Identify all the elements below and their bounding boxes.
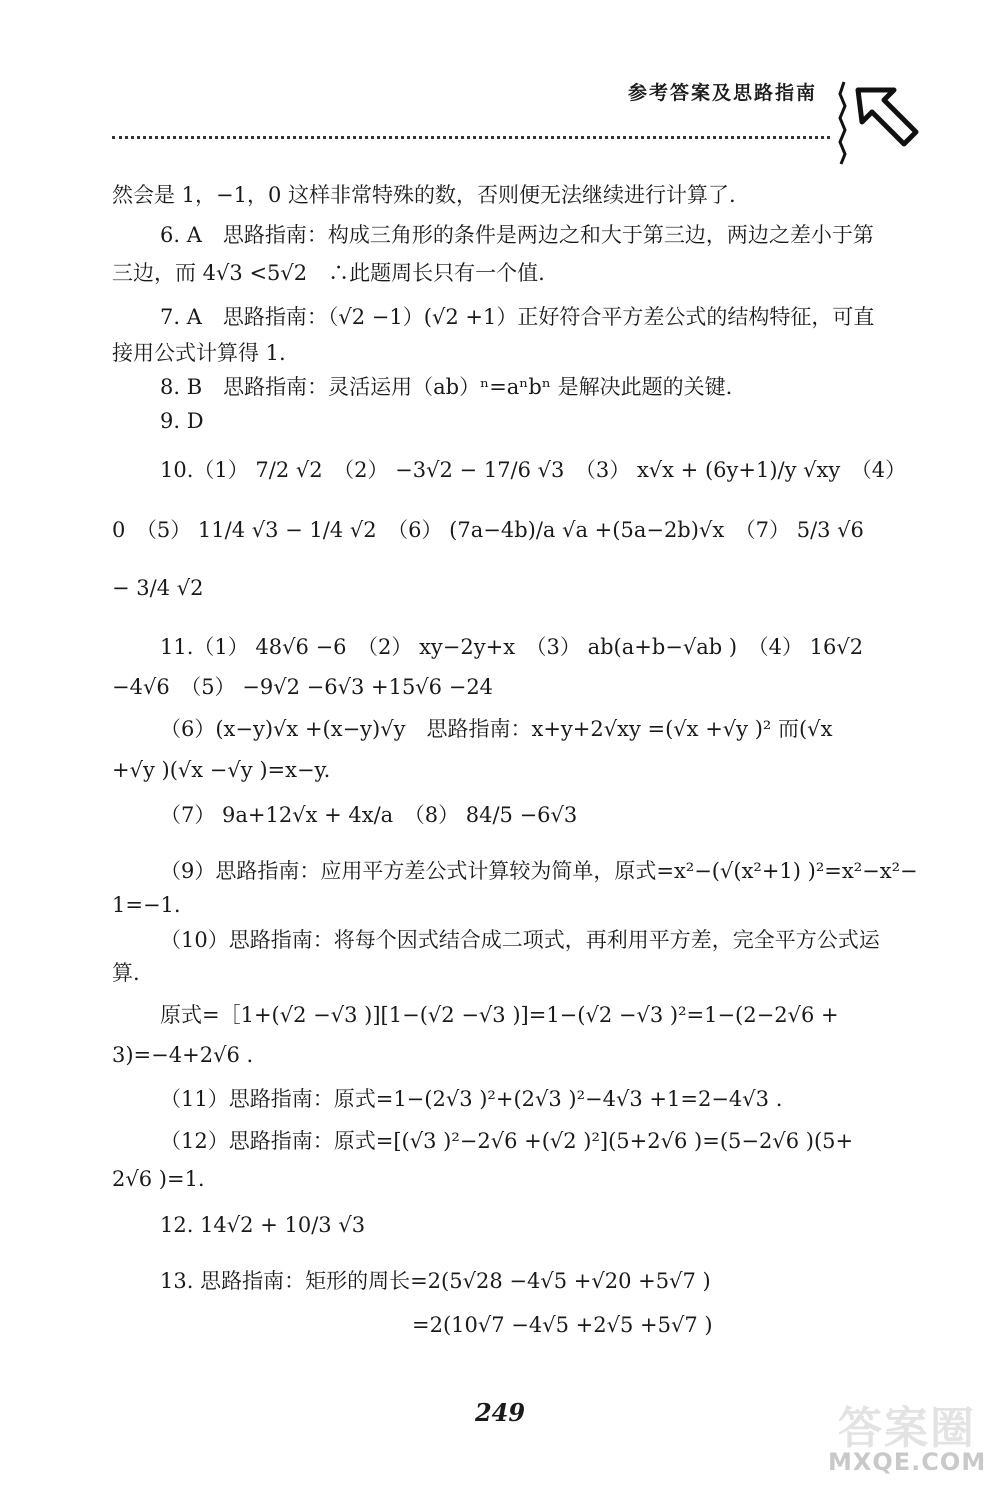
text-line: 9. D [160,409,204,433]
text-line: 7. A 思路指南：（√2 −1）(√2 +1）正好符合平方差公式的结构特征，可直 [160,305,875,329]
arrow-icon [836,76,920,166]
text-line: 13. 思路指南：矩形的周长=2(5√28 −4√5 +√20 +5√7 ) [160,1269,711,1293]
text-line: （12）思路指南：原式=[(√3 )²−2√6 +(√2 )²](5+2√6 )=(5−2√6 )(5+ [160,1129,854,1153]
text-line: 0 （5） 11/4 √3 − 1/4 √2 （6） (7a−4b)/a √a +(5a−2b)√x （7） 5/3 √6 [112,518,864,542]
text-line: 然会是 1，−1，0 这样非常特殊的数，否则便无法继续进行计算了. [112,183,736,207]
text-line: 接用公式计算得 1. [112,341,286,365]
text-line: 10.（1） 7/2 √2 （2） −3√2 − 17/6 √3 （3） x√x + (6y+1)/y √xy （4） [160,458,907,482]
text-line: 3)=−4+2√6 . [112,1043,254,1067]
text-line: −4√6 （5） −9√2 −6√3 +15√6 −24 [112,675,494,699]
text-line: +√y )(√x −√y )=x−y. [112,758,331,782]
text-line: 原式=［1+(√2 −√3 )][1−(√2 −√3 )]=1−(√2 −√3 )²=1−(2−2√6 + [160,1003,839,1027]
text-line: （9）思路指南：应用平方差公式计算较为简单，原式=x²−(√(x²+1) )²=x²−x²− [160,859,918,883]
text-line: 6. A 思路指南：构成三角形的条件是两边之和大于第三边，两边之差小于第 [160,223,874,247]
watermark-logo: 答案圈 [838,1403,976,1454]
text-line: 8. B 思路指南：灵活运用（ab）ⁿ=aⁿbⁿ 是解决此题的关键. [160,375,733,399]
text-line: − 3/4 √2 [112,576,204,600]
text-line: =2(10√7 −4√5 +2√5 +5√7 ) [412,1313,713,1337]
text-line: 11.（1） 48√6 −6 （2） xy−2y+x （3） ab(a+b−√ab ) （4） 16√2 [160,635,864,659]
text-line: 1=−1. [112,893,181,917]
text-line: 12. 14√2 + 10/3 √3 [160,1213,366,1237]
text-line: 三边，而 4√3 <5√2 ∴此题周长只有一个值. [112,261,545,285]
text-line: 算. [112,961,140,985]
text-line: （7） 9a+12√x + 4x/a （8） 84/5 −6√3 [160,803,578,827]
header-dotted-rule [112,126,830,139]
watermark-site: MXQE.COM [828,1448,987,1476]
text-line: （6）(x−y)√x +(x−y)√y 思路指南：x+y+2√xy =(√x +√y )² 而(√x [160,717,833,741]
text-line: 2√6 )=1. [112,1167,205,1191]
text-line: （11）思路指南：原式=1−(2√3 )²+(2√3 )²−4√3 +1=2−4√3 . [160,1087,783,1111]
page-number: 249 [474,1398,526,1427]
text-line: （10）思路指南：将每个因式结合成二项式，再利用平方差，完全平方公式运 [160,928,880,952]
header-title: 参考答案及思路指南 [628,82,818,104]
